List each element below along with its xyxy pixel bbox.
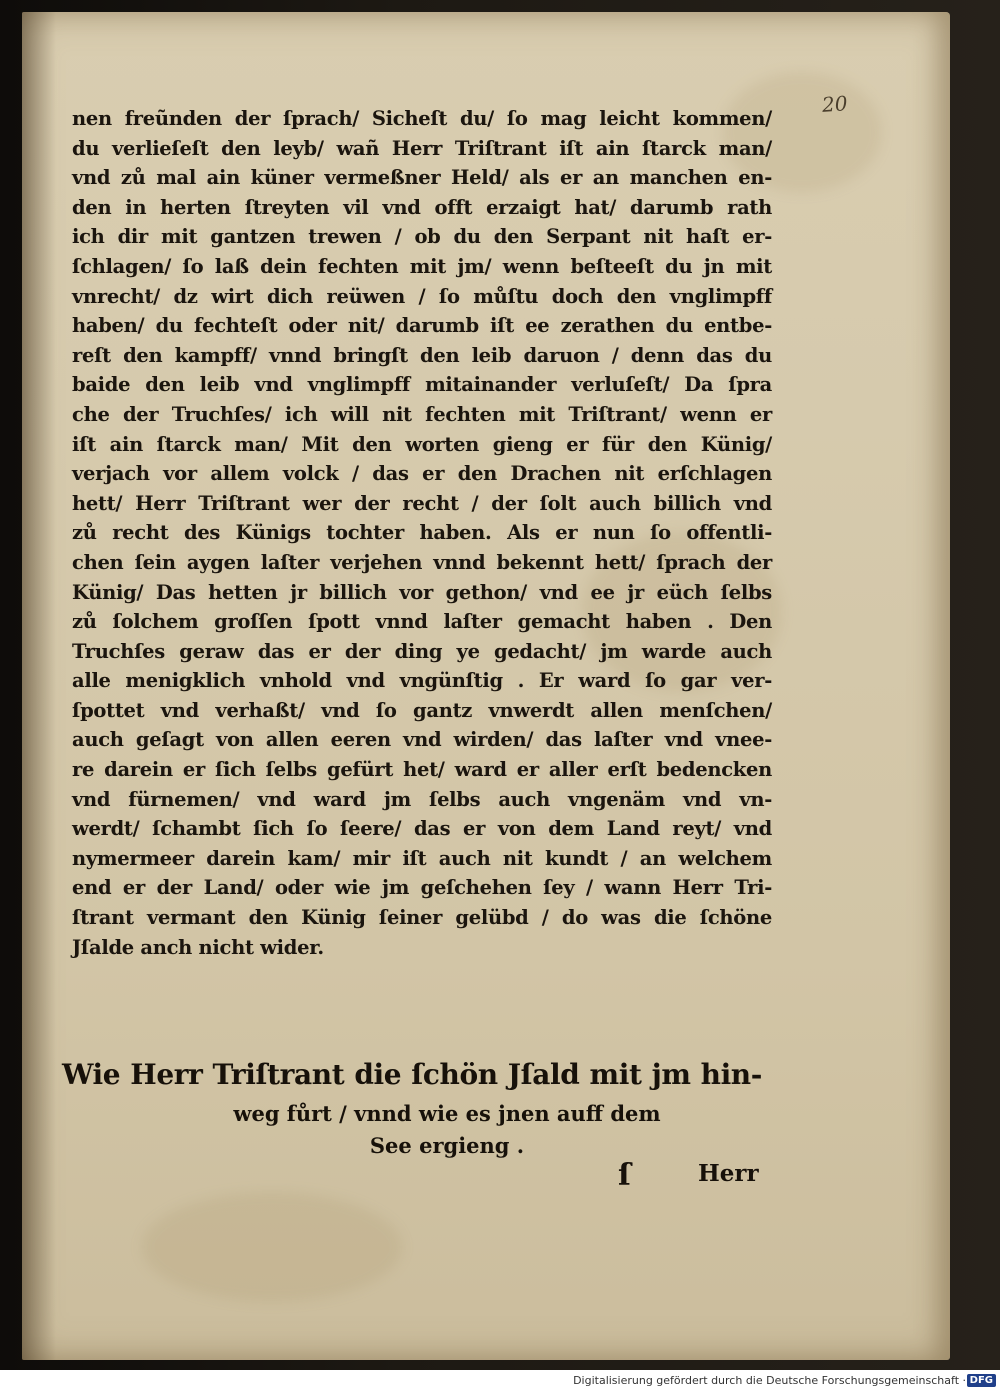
- text-line: ich dir mit gantzen trewen / ob du den Serpant nit haſt er-: [72, 225, 772, 249]
- text-line: du verlieſeſt den leyb/ wañ Herr Triſtrant iſt ain ſtarck man/: [72, 136, 772, 160]
- text-line: vnd fürnemen/ vnd ward jm ſelbs auch vngenäm vnd vn-: [72, 787, 772, 811]
- text-line: vnrecht/ dz wirt dich reüwen / ſo můſtu doch den vnglimpff: [72, 284, 772, 308]
- text-line: ſpottet vnd verhaßt/ vnd ſo gantz vnwerdt allen menſchen/: [72, 698, 772, 722]
- text-line: Künig/ Das hetten jr billich vor gethon/ vnd ee jr eüch ſelbs: [72, 580, 772, 604]
- chapter-heading: [62, 1052, 762, 1162]
- signature-mark: ſ: [618, 1158, 631, 1193]
- text-line: iſt ain ſtarck man/ Mit den worten gieng er für den Künig/: [72, 432, 772, 456]
- text-line: zů ſolchem groſſen ſpott vnnd laſter gemacht haben . Den: [72, 610, 772, 634]
- dfg-logo: DFG: [967, 1374, 996, 1387]
- text-line: ſchlagen/ ſo laß dein fechten mit jm/ wenn beſteeſt du jn mit: [72, 254, 772, 278]
- text-line: auch geſagt von allen eeren vnd wirden/ das laſter vnd vnee-: [72, 728, 772, 752]
- text-line: reſt den kampff/ vnnd bringſt den leib daruon / denn das du: [72, 343, 772, 367]
- footer-bar: [0, 1370, 1000, 1392]
- text-line: chen ſein aygen laſter verjehen vnnd bekennt hett/ ſprach der: [72, 550, 772, 574]
- text-line: Truchſes geraw das er der ding ye gedacht/ jm warde auch: [72, 639, 772, 663]
- text-line: verjach vor allem volck / das er den Drachen nit erſchlagen: [72, 462, 772, 486]
- heading-line: See ergieng .: [369, 1133, 525, 1158]
- text-line: baide den leib vnd vnglimpff mitainander verluſeſt/ Da ſpra: [72, 373, 772, 397]
- text-line: werdt/ ſchambt ſich ſo ſeere/ das er von dem Land reyt/ vnd: [72, 817, 772, 841]
- text-line: den in herten ſtreyten vil vnd offt erzaigt hat/ darumb rath: [72, 195, 772, 219]
- catchword: Herr: [698, 1160, 759, 1187]
- text-line: Jſalde anch nicht wider.: [72, 935, 324, 959]
- text-line: end er der Land/ oder wie jm geſchehen ſey / wann Herr Tri-: [72, 876, 772, 900]
- text-line: alle menigklich vnhold vnd vngünſtig . Er ward ſo gar ver-: [72, 669, 772, 693]
- text-line: che der Truchſes/ ich will nit fechten mit Triſtrant/ wenn er: [72, 402, 772, 426]
- body-text: [72, 104, 772, 962]
- text-line: ſtrant vermant den Künig ſeiner gelübd / do was die ſchöne: [72, 906, 772, 930]
- paper-stain: [142, 1192, 402, 1302]
- text-line: hett/ Herr Triſtrant wer der recht / der ſolt auch billich vnd: [72, 491, 772, 515]
- text-line: zů recht des Künigs tochter haben. Als er nun ſo offentli-: [72, 521, 772, 545]
- text-line: re darein er ſich ſelbs gefürt het/ ward er aller erſt bedencken: [72, 758, 772, 782]
- heading-line: weg fůrt / vnnd wie es jnen auff dem: [233, 1101, 661, 1126]
- text-line: nymermeer darein kam/ mir iſt auch nit kundt / an welchem: [72, 846, 772, 870]
- heading-line: Wie Herr Triſtrant die ſchön Jſald mit jm hin-: [62, 1058, 762, 1091]
- book-page: [22, 12, 950, 1360]
- folio-number: 20: [821, 91, 849, 117]
- footer-credit: Digitalisierung gefördert durch die Deutsche Forschungsgemeinschaft ·: [573, 1374, 966, 1387]
- text-line: haben/ du fechteſt oder nit/ darumb iſt ee zerathen du entbe-: [72, 314, 772, 338]
- text-line: nen freũnden der ſprach/ Sicheſt du/ ſo mag leicht kommen/: [72, 107, 772, 130]
- text-line: vnd zů mal ain küner vermeßner Held/ als er an manchen en-: [72, 166, 772, 190]
